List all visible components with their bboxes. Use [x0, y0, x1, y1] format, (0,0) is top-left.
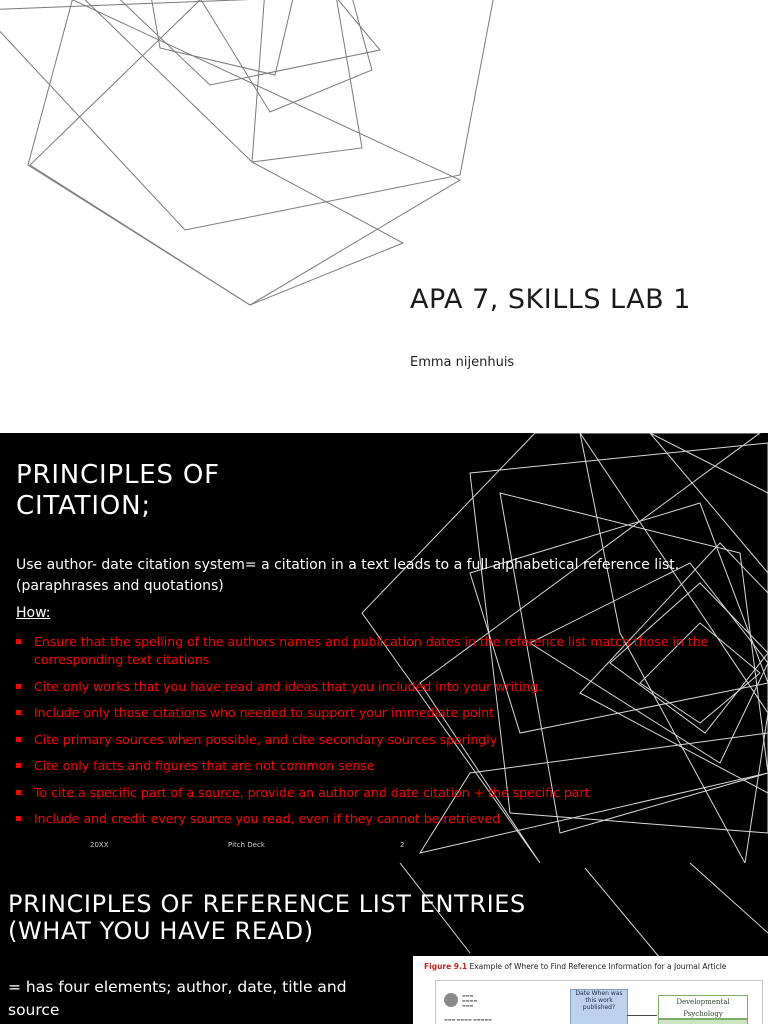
list-item: [16, 678, 736, 696]
bullet-square-icon: [16, 816, 21, 821]
bullet-square-icon: [16, 684, 21, 689]
list-item: [16, 784, 736, 802]
list-item: [16, 731, 736, 749]
body-text: = has four elements; author, date, title and source: [8, 978, 347, 1019]
bullet-text: Cite only works that you have read and ideas that you included into your writing.: [34, 678, 543, 694]
reference-list-slide: [0, 863, 768, 1024]
presentation-title: APA 7, SKILLS LAB 1: [410, 284, 691, 315]
bullet-text: To cite a specific part of a source, provide an author and date citation + the specific part: [34, 784, 590, 800]
bullet-square-icon: [16, 710, 21, 715]
bullet-square-icon: [16, 737, 21, 742]
bullet-square-icon: [16, 763, 21, 768]
footer-year: 20XX: [90, 841, 109, 849]
bullet-square-icon: [16, 639, 21, 644]
how-label: How:: [16, 605, 51, 621]
publisher-logo-lines: ▬▬▬ ▬▬▬▬ ▬▬▬: [462, 993, 478, 1008]
figure-number: Figure 9.1: [424, 962, 468, 971]
journal-info-bar: [658, 1019, 748, 1024]
date-callout-box: Date When was this work published?: [570, 989, 628, 1024]
journal-article-figure: [413, 956, 768, 1024]
slide-title: PRINCIPLES OF REFERENCE LIST ENTRIES (WHAT YOU HAVE READ): [8, 890, 526, 945]
list-item: [16, 757, 736, 775]
bullet-text: Ensure that the spelling of the authors names and publication dates in the reference list match those in the corresponding text citations: [34, 634, 709, 667]
footer-deck-name: Pitch Deck: [228, 841, 265, 849]
intro-text: Use author- date citation system= a citation in a text leads to a full alphabetical reference list. (paraphrases and quotations): [16, 557, 680, 594]
decorative-line-art: [0, 0, 768, 433]
figure-caption: [424, 962, 726, 971]
publisher-logo-icon: [444, 993, 458, 1007]
bullet-text: Include only those citations who needed to support your immediate point: [34, 705, 495, 720]
list-item: [16, 704, 736, 722]
slide-title: PRINCIPLES OF CITATION;: [16, 460, 220, 521]
article-fineprint: ▬▬▬ ▬▬▬▬ ▬▬▬▬▬: [444, 1017, 492, 1022]
article-page-preview: [435, 980, 763, 1024]
title-slide: [0, 0, 768, 433]
journal-name-box: Developmental Psychology: [658, 995, 748, 1019]
arrow-right-icon: [627, 1015, 657, 1016]
citation-principles-slide: [0, 433, 768, 863]
bullet-text: Include and credit every source you read, even if they cannot be retrieved: [34, 811, 501, 826]
bullet-text: Cite only facts and figures that are not common sense: [34, 758, 375, 773]
list-item: [16, 810, 736, 828]
citation-rules-list: [16, 633, 736, 837]
footer-page-number: 2: [400, 841, 405, 849]
presenter-name: Emma nijenhuis: [410, 355, 515, 370]
bullet-square-icon: [16, 790, 21, 795]
list-item: [16, 633, 736, 669]
bullet-text: Cite primary sources when possible, and cite secondary sources sparingly: [34, 731, 498, 747]
figure-caption-text: Example of Where to Find Reference Information for a Journal Article: [469, 962, 727, 971]
